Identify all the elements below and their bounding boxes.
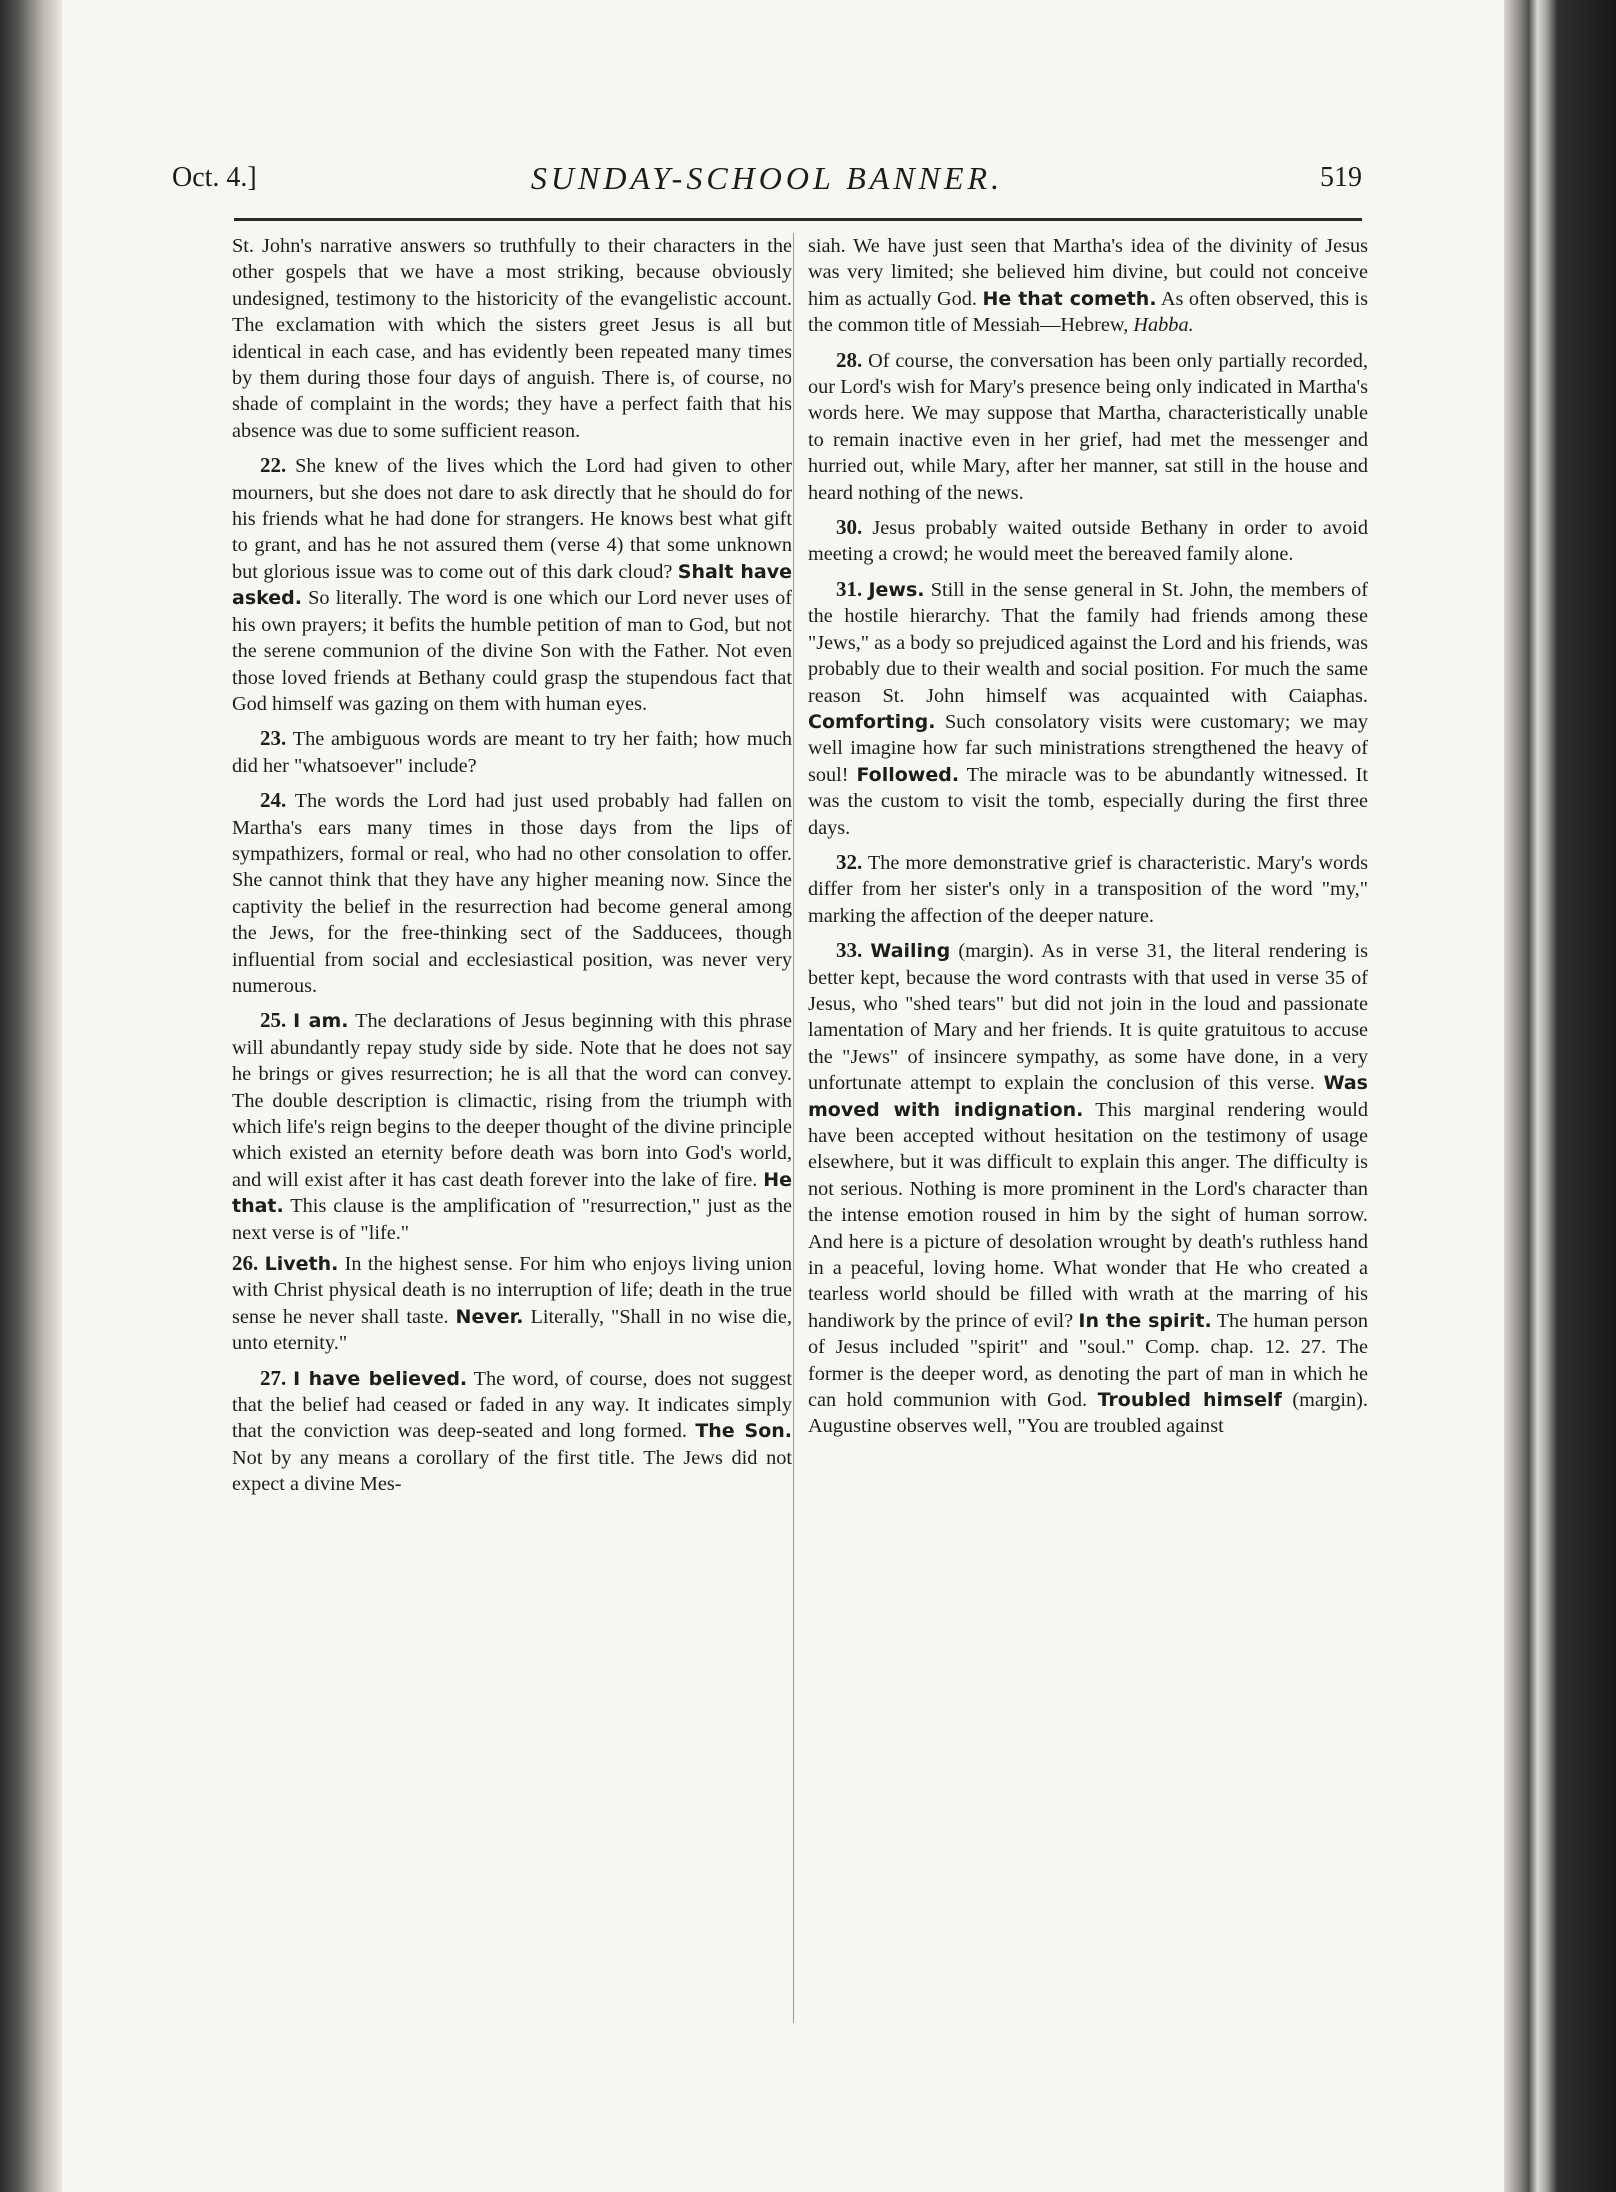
- paragraph-verse-25: 25. I am. The declarations of Jesus beginning with this phrase will abundantly repay study side by side. Note that he does not say he brings or gives resurrection; he is all that the word can convey. The double description is climactic, rising from the triumph with which life's reign begins to the deeper thought of the divine principle which existed an eternity before death was born into God's world, and will exist after it has cast death forever into the lake of fire. He that. This clause is the amplification of "resurrection," just as the next verse is of "life.": [232, 1008, 792, 1244]
- running-header: [172, 150, 1362, 206]
- paragraph-verse-26: 26. Liveth. In the highest sense. For him who enjoys living union with Christ physical death is no interruption of life; death in the true sense he never shall taste. Never. Literally, "Shall in no wise die, unto eternity.": [232, 1251, 793, 1355]
- paragraph-intro: St. John's narrative answers so truthfully to their characters in the other gospels that we have a most striking, because obviously undesigned, testimony to the historicity of the evangelistic account. The exclamation with which the sisters greet Jesus is all but identical in each case, and has evidently been repeated many times by them during those four days of anguish. There is, of course, no shade of complaint in the words; they have a perfect faith that his absence was due to some sufficient reason.: [232, 235, 792, 442]
- book-gutter-left: [0, 0, 62, 2192]
- paragraph-verse-28: 28. Of course, the conversation has been only partially recorded, our Lord's wish for Mary's presence being only indicated in Martha's words here. We may suppose that Martha, characteristically unable to remain inactive even in her grief, had met the messenger and hurried out, while Mary, after her manner, sat still in the house and heard nothing of the news.: [808, 347, 1368, 504]
- left-column: [232, 233, 792, 1506]
- paragraph-verse-31: 31. Jews. Still in the sense general in St. John, the members of the hostile hierarchy. That the family had friends among these "Jews," as a body so prejudiced against the Lord and his friends, was probably due to their wealth and social position. For much the same reason St. John himself was acquainted with Caiaphas. Comforting. Such consolatory visits were customary; we may well imagine how far such ministrations strengthened the heavy of soul! Followed. The miracle was to be abundantly witnessed. It was the custom to visit the tomb, especially during the first three days.: [808, 576, 1368, 839]
- paragraph-verse-30: 30. Jesus probably waited outside Bethany in order to avoid meeting a crowd; he would meet the bereaved family alone.: [808, 515, 1368, 566]
- page-number: 519: [1320, 162, 1362, 193]
- paragraph-verse-22: 22. She knew of the lives which the Lord had given to other mourners, but she does not dare to ask directly that he should do for his friends what he had done for strangers. He knows best what gift to grant, and has he not assured them (verse 4) that some unknown but glorious issue was to come out of this dark cloud? Shalt have asked. So literally. The word is one which our Lord never uses of his own prayers; it befits the humble petition of man to God, but not the serene communion of the divine Son with the Father. Not even those loved friends at Bethany could grasp the stupendous fact that God himself was gazing on them with human eyes.: [232, 453, 792, 715]
- paragraph-verse-33: 33. Wailing (margin). As in verse 31, the literal rendering is better kept, because the word contrasts with that used in verse 35 of Jesus, who "shed tears" but did not join in the loud and passionate lamentation of Mary and her friends. It is quite gratuitous to accuse the "Jews" of insincere sympathy, as some have done, in a very unfortunate attempt to explain the conclusion of this verse. Was moved with indignation. This marginal rendering would have been accepted without hesitation on the testimony of usage elsewhere, but it was difficult to explain this anger. The difficulty is not serious. Nothing is more prominent in the Lord's character than the intense emotion roused in him by the sight of human sorrow. And here is a picture of desolation wrought by death's ruthless hand in a peaceful, loving home. What wonder that He who created a tearless world should be filled with wrath at the marring of his handiwork by the prince of evil? In the spirit. The human person of Jesus included "spirit" and "soul." Comp. chap. 12. 27. The former is the deeper word, as denoting the part of man in which he can hold communion with God. Troubled himself (margin). Augustine observes well, "You are troubled against: [808, 938, 1368, 1438]
- paragraph-continued: siah. We have just seen that Martha's idea of the divinity of Jesus was very limited; she believed him divine, but could not conceive him as actually God. He that cometh. As often observed, this is the common title of Messiah—Hebrew, Habba.: [808, 235, 1368, 337]
- paragraph-verse-24: 24. The words the Lord had just used probably had fallen on Martha's ears many times in those days from the lips of sympathizers, formal or real, who had no other consolation to offer. She cannot think that they have any higher meaning now. Since the captivity the belief in the resurrection had become general among the Jews, for the free-thinking sect of the Sadducees, though influential from social and ecclesiastical position, was never very numerous.: [232, 788, 792, 997]
- header-rule: [234, 218, 1362, 221]
- header-date: Oct. 4.]: [172, 162, 257, 193]
- paragraph-verse-27: 27. I have believed. The word, of course, does not suggest that the belief had ceased or faded in any way. It indicates simply that the conviction was deep-seated and long formed. The Son. Not by any means a corollary of the first title. The Jews did not expect a divine Mes-: [232, 1365, 792, 1496]
- column-divider: [793, 233, 794, 2023]
- header-title: SUNDAY-SCHOOL BANNER.: [530, 160, 1004, 196]
- hebrew-word: Habba.: [1133, 314, 1194, 337]
- paragraph-verse-32: 32. The more demonstrative grief is characteristic. Mary's words differ from her sister's only in a transposition of the word "my," marking the affection of the deeper nature.: [808, 849, 1368, 927]
- paragraph-verse-23: 23. The ambiguous words are meant to try her faith; how much did her "whatsoever" include?: [232, 726, 792, 777]
- right-column: [808, 233, 1368, 1448]
- book-edge-right: [1504, 0, 1616, 2192]
